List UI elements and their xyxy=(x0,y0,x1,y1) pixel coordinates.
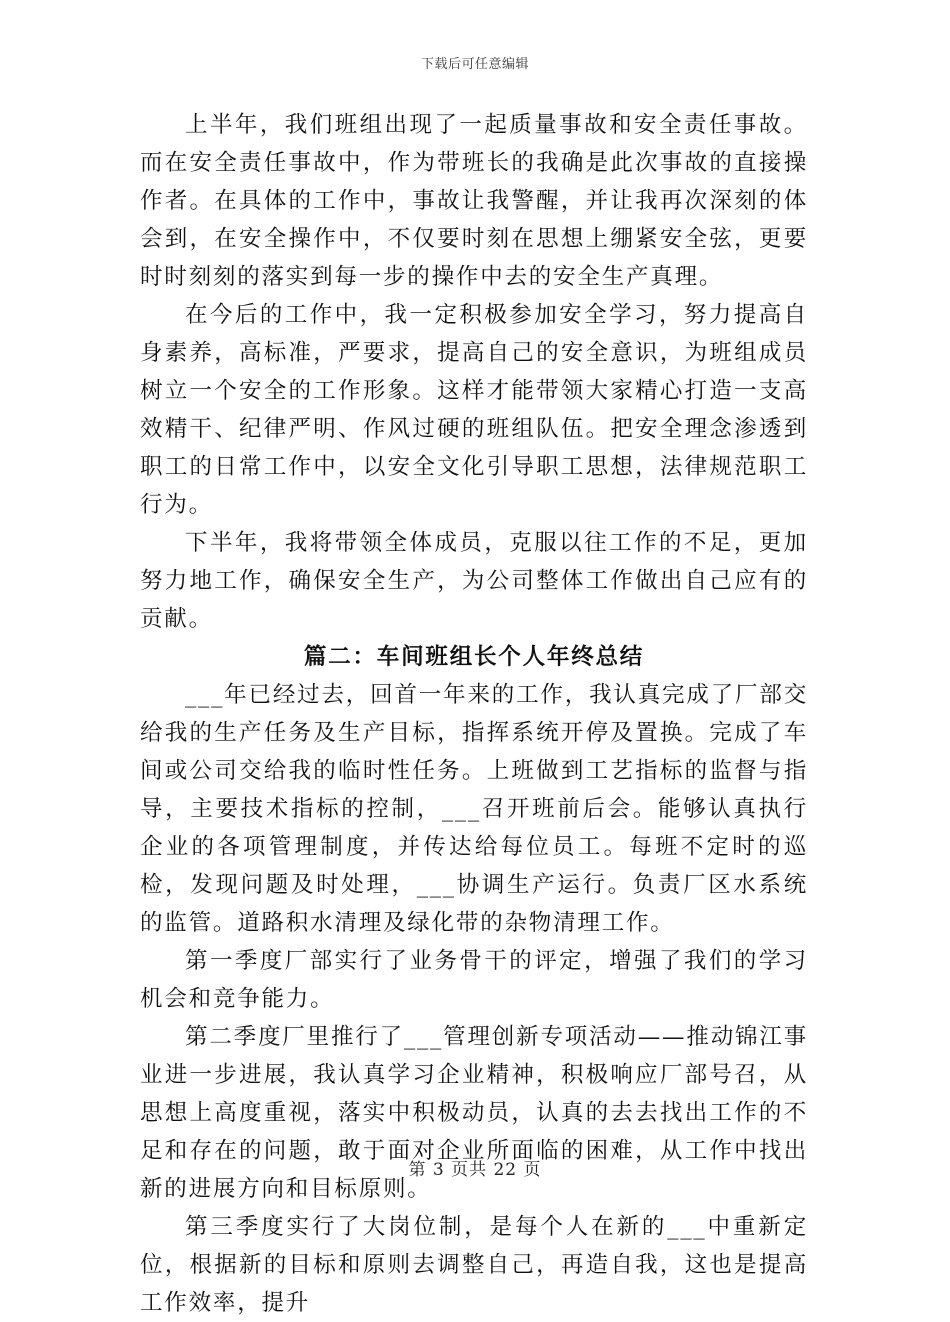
page-footer: 第 3 页共 22 页 xyxy=(408,1160,542,1180)
paragraph-6: 第二季度厂里推行了___管理创新专项活动——推动锦江事业进一步进展，我认真学习企业精神，积极响应厂部号召，从思想上高度重视，落实中积极动员，认真的去去找出工作的不足和存在的问题，敢于面对企业所面临的困难，从工作中找出新的进展方向和目标原则。 xyxy=(140,1024,808,1202)
paragraph-2: 在今后的工作中，我一定积极参加安全学习，努力提高自身素养，高标准，严要求，提高自己的安全意识，为班组成员树立一个安全的工作形象。这样才能带领大家精心打造一支高效精干、纪律严明、作风过硬的班组队伍。把安全理念渗透到职工的日常工作中，以安全文化引导职工思想，法律规范职工行为。 xyxy=(140,302,808,518)
paragraph-5: 第一季度厂部实行了业务骨干的评定，增强了我们的学习机会和竞争能力。 xyxy=(140,948,808,1012)
paragraph-3: 下半年，我将带领全体成员，克服以往工作的不足，更加努力地工作，确保安全生产，为公司整体工作做出自己应有的贡献。 xyxy=(140,530,808,632)
paragraph-4: ___年已经过去，回首一年来的工作，我认真完成了厂部交给我的生产任务及生产目标，指挥系统开停及置换。完成了车间或公司交给我的临时性任务。上班做到工艺指标的监督与指导，主要技术指标的控制，___召开班前后会。能够认真执行企业的各项管理制度，并传达给每位员工。每班不定时的巡检，发现问题及时处理，___协调生产运行。负责厂区水系统的监管。道路积水清理及绿化带的杂物清理工作。 xyxy=(140,682,808,936)
paragraph-7: 第三季度实行了大岗位制，是每个人在新的___中重新定位，根据新的目标和原则去调整自己，再造自我，这也是提高工作效率，提升 xyxy=(140,1214,808,1316)
paragraph-1: 上半年，我们班组出现了一起质量事故和安全责任事故。而在安全责任事故中，作为带班长的我确是此次事故的直接操作者。在具体的工作中，事故让我警醒，并让我再次深刻的体会到，在安全操作中，不仅要时刻在思想上绷紧安全弦，更要时时刻刻的落实到每一步的操作中去的安全生产真理。 xyxy=(140,112,808,290)
section-title: 篇二：车间班组长个人年终总结 xyxy=(303,644,645,670)
document-body xyxy=(140,106,808,1322)
page-header: 下载后可任意编辑 xyxy=(420,57,529,72)
